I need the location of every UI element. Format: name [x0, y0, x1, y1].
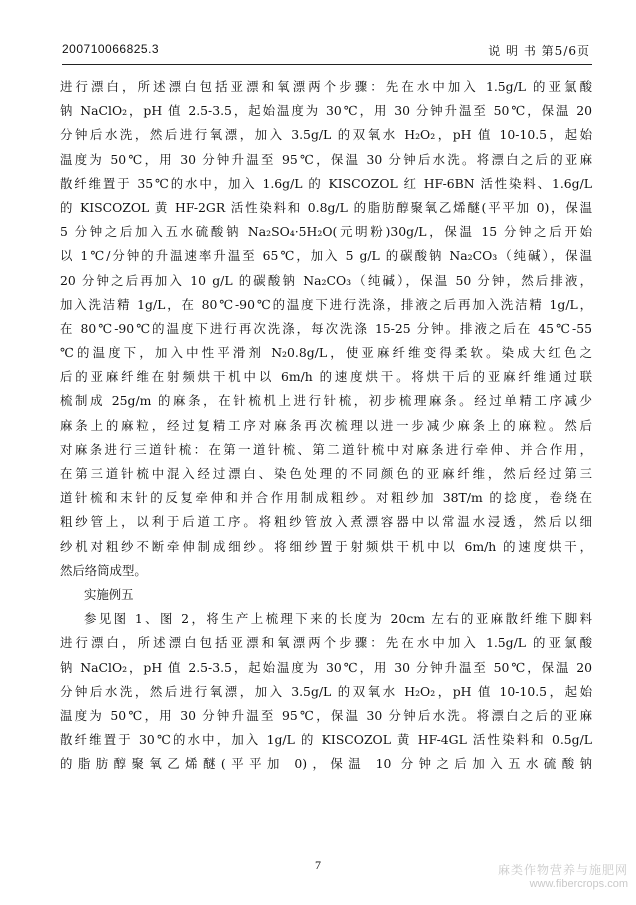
text-line: 钠 NaClO₂，pH 值 2.5-3.5，起始温度为 30℃，用 30 分钟升温至 50℃，保温 20: [60, 103, 592, 119]
text-line: 5 分钟之后加入五水硫酸钠 Na₂SO₄·5H₂O(元明粉)30g/L，保温 15 分钟之后开始: [60, 224, 592, 240]
header-divider: [62, 64, 592, 65]
text-line: 20 分钟之后再加入 10 g/L 的碳酸钠 Na₂CO₃（纯碱），保温 50 分钟，然后排液，: [60, 272, 592, 288]
text-line: 温度为 50℃，用 30 分钟升温至 95℃，保温 30 分钟后水洗。将漂白之后的亚麻: [60, 151, 592, 167]
text-line: ℃的温度下，加入中性平滑剂 N₂0.8g/L，使亚麻纤维变得柔软。染成大红色之: [60, 345, 592, 361]
text-line: 的脂肪醇聚氧乙烯醚(平平加 0)，保温 10 分钟之后加入五水硫酸钠: [60, 756, 592, 772]
body-text: [60, 75, 592, 776]
text-line: 纱机对粗纱不断牵伸制成细纱。将细纱置于射频烘干机中以 6m/h 的速度烘干，: [60, 538, 592, 554]
text-line: 参见图 1、图 2，将生产上梳理下来的长度为 20cm 左右的亚麻散纤维下脚料: [84, 611, 592, 627]
section-heading: 实施例五: [84, 586, 134, 602]
text-line: 对麻条进行三道针梳：在第一道针梳、第二道针梳中对麻条进行牵伸、并合作用，: [60, 441, 592, 457]
text-line: 在第三道针梳中混入经过漂白、染色处理的不同颜色的亚麻纤维，然后经过第三: [60, 466, 592, 481]
text-line: 分钟后水洗，然后进行氧漂，加入 3.5g/L 的双氧水 H₂O₂，pH 值 10-10.5，起始: [60, 127, 592, 143]
page-number: 7: [315, 858, 321, 872]
page-header: [62, 42, 590, 60]
text-line: 散纤维置于 30℃的水中，加入 1g/L 的 KISCOZOL 黄 HF-4GL 活性染料和 0.5g/L: [60, 732, 592, 748]
text-line: 然后络筒成型。: [60, 562, 147, 578]
text-line: 温度为 50℃，用 30 分钟升温至 95℃，保温 30 分钟后水洗。将漂白之后的亚麻: [60, 707, 592, 723]
text-line: 进行漂白，所述漂白包括亚漂和氧漂两个步骤：先在水中加入 1.5g/L 的亚氯酸: [60, 635, 592, 651]
text-line: 加入洗洁精 1g/L，在 80℃-90℃的温度下进行洗涤，排液之后再加入洗洁精 1g/L，: [60, 296, 592, 312]
text-line: 梳制成 25g/m 的麻条，在针梳机上进行针梳，初步梳理麻条。经过单精工序减少: [60, 393, 592, 409]
text-line: 粗纱管上，以利于后道工序。将粗纱管放入煮漂容器中以常温水浸透，然后以细: [60, 514, 592, 530]
text-line: 的 KISCOZOL 黄 HF-2GR 活性染料和 0.8g/L 的脂肪醇聚氧乙烯醚(平平加 0)，保温: [60, 199, 592, 215]
watermark-text: 麻类作物营养与施肥网: [497, 863, 628, 877]
doc-type-page-indicator: 说 明 书 第5/6页: [488, 44, 590, 58]
text-line: 钠 NaClO₂，pH 值 2.5-3.5，起始温度为 30℃，用 30 分钟升温至 50℃，保温 20: [60, 659, 592, 675]
watermark-url: www.fibercrops.com: [529, 878, 628, 890]
application-number: 200710066825.3: [62, 42, 160, 56]
text-line: 以 1℃/分钟的升温速率升温至 65℃，加入 5 g/L 的碳酸钠 Na₂CO₃（纯碱），保温: [60, 248, 592, 264]
text-line: 在 80℃-90℃的温度下进行再次洗涤，每次洗涤 15-25 分钟。排液之后在 45℃-55: [60, 320, 592, 336]
text-line: 后的亚麻纤维在射频烘干机中以 6m/h 的速度烘干。将烘干后的亚麻纤维通过联: [60, 369, 592, 385]
text-line: 分钟后水洗，然后进行氧漂，加入 3.5g/L 的双氧水 H₂O₂，pH 值 10-10.5，起始: [60, 683, 592, 699]
text-line: 麻条上的麻粒，经过复精工序对麻条再次梳理以进一步减少麻条上的麻粒。然后: [60, 417, 592, 433]
text-line: 进行漂白，所述漂白包括亚漂和氧漂两个步骤：先在水中加入 1.5g/L 的亚氯酸: [60, 79, 592, 94]
text-line: 道针梳和末针的反复牵伸和并合作用制成粗纱。对粗纱加 38T/m 的捻度，卷绕在: [60, 490, 592, 506]
text-line: 散纤维置于 35℃的水中，加入 1.6g/L 的 KISCOZOL 红 HF-6BN 活性染料、1.6g/L: [60, 175, 592, 191]
site-watermark: [498, 863, 628, 891]
